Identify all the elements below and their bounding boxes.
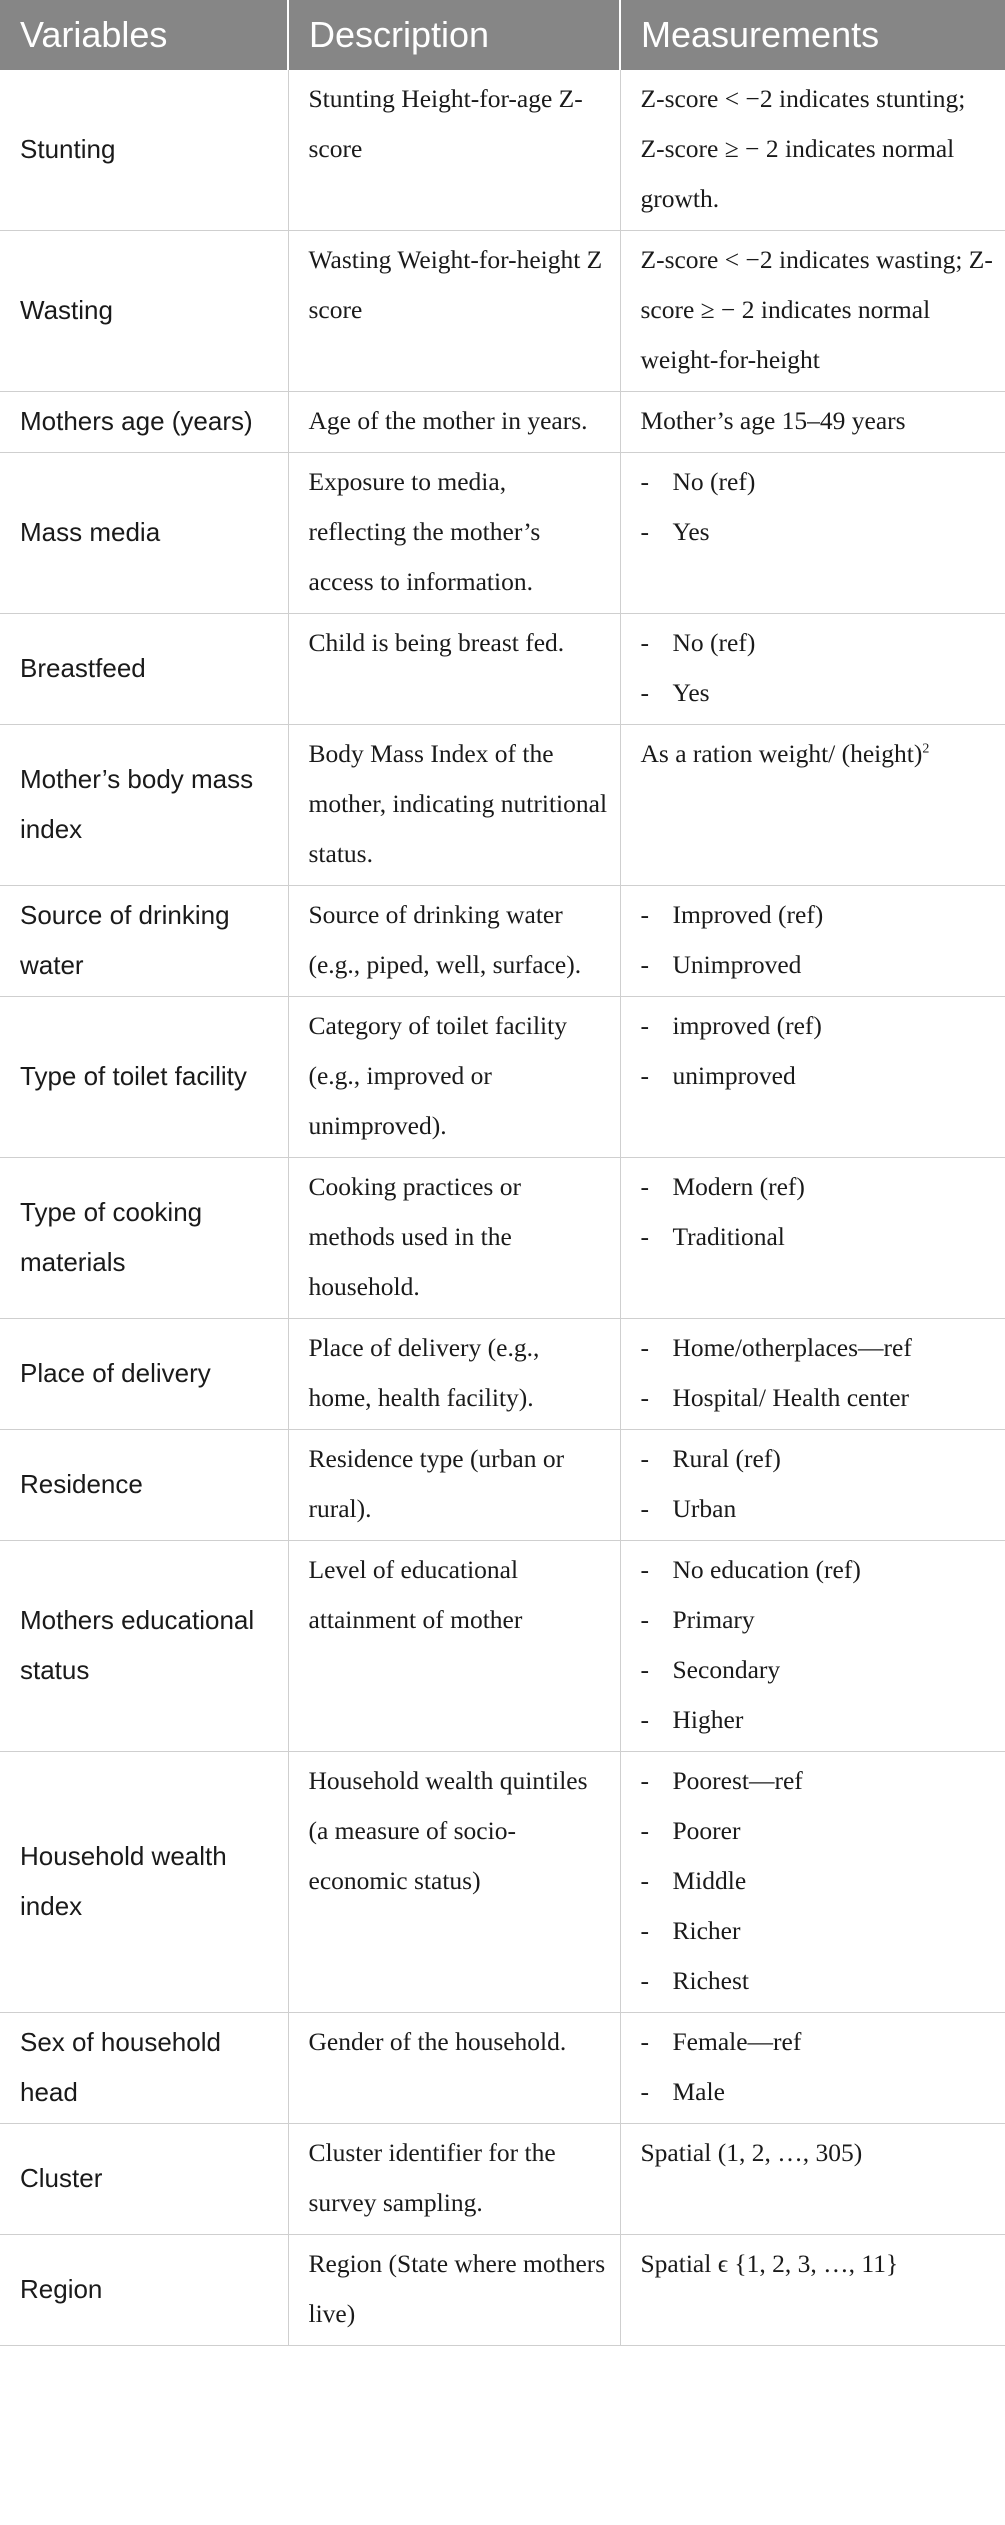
option-text: Higher [672,1705,744,1734]
measurement-option [641,1434,994,1484]
option-text: Hospital/ Health center [672,1383,909,1412]
header-row [0,0,1005,70]
variable-cell: Type of cooking materials [0,1158,288,1319]
description-cell: Exposure to media, reflecting the mother’s access to information. [288,453,620,614]
bullet-dash: - [640,1011,649,1040]
measurement-text: Z-score < −2 indicates wasting; Z-score ≥ − 2 indicates normal weight-for-height [640,245,993,374]
measurement-cell [620,2235,1005,2346]
measurement-option [641,890,994,940]
option-text: Modern (ref) [672,1172,805,1201]
table-row [0,392,1005,453]
variable-cell: Place of delivery [0,1319,288,1430]
bullet-dash: - [640,1222,649,1251]
bullet-dash: - [640,678,649,707]
description-cell: Household wealth quintiles (a measure of socio-economic status) [288,1752,620,2013]
measurement-option [641,2067,994,2117]
bullet-dash: - [640,1333,649,1362]
table-row [0,886,1005,997]
table-row [0,2124,1005,2235]
bullet-dash: - [640,467,649,496]
table-row [0,231,1005,392]
option-text: Rural (ref) [672,1444,781,1473]
measurement-option [641,1545,994,1595]
option-text: unimproved [672,1061,796,1090]
table-row [0,614,1005,725]
option-text: No (ref) [672,467,756,496]
measurement-option [641,2017,994,2067]
bullet-dash: - [640,1655,649,1684]
option-text: improved (ref) [672,1011,822,1040]
bullet-dash: - [640,1061,649,1090]
description-cell: Body Mass Index of the mother, indicating nutritional status. [288,725,620,886]
measurement-option [641,668,994,718]
measurement-cell [620,886,1005,997]
option-text: Secondary [672,1655,781,1684]
description-cell: Age of the mother in years. [288,392,620,453]
measurement-option [641,1051,994,1101]
variable-cell: Mass media [0,453,288,614]
measurement-cell [620,70,1005,231]
table-row [0,2013,1005,2124]
table-row [0,1158,1005,1319]
bullet-dash: - [640,1172,649,1201]
table-row [0,1430,1005,1541]
bullet-dash: - [640,1444,649,1473]
measurement-option [641,1162,994,1212]
measurement-cell [620,997,1005,1158]
measurement-option [641,1212,994,1262]
bullet-dash: - [640,1816,649,1845]
variable-cell: Source of drinking water [0,886,288,997]
variable-cell: Mothers age (years) [0,392,288,453]
measurement-option [641,1856,994,1906]
bullet-dash: - [640,950,649,979]
bullet-dash: - [640,1383,649,1412]
measurement-cell [620,1541,1005,1752]
table-row [0,1541,1005,1752]
measurement-option [641,940,994,990]
bullet-dash: - [640,1866,649,1895]
bullet-dash: - [640,2027,649,2056]
measurement-option [641,1756,994,1806]
header-measurements: Measurements [620,0,1005,70]
measurement-option [641,1373,994,1423]
description-cell: Cooking practices or methods used in the household. [288,1158,620,1319]
variable-cell: Wasting [0,231,288,392]
description-cell: Stunting Height-for-age Z-score [288,70,620,231]
measurement-option [641,618,994,668]
option-text: Poorest—ref [672,1766,803,1795]
variable-cell: Mothers educational status [0,1541,288,1752]
bullet-dash: - [640,900,649,929]
description-cell: Region (State where mothers live) [288,2235,620,2346]
measurement-option [641,1595,994,1645]
measurement-cell [620,1319,1005,1430]
header-description: Description [288,0,620,70]
measurement-cell [620,1752,1005,2013]
option-text: Poorer [672,1816,741,1845]
table-row [0,1319,1005,1430]
bullet-dash: - [640,1766,649,1795]
measurement-option [641,1001,994,1051]
option-text: Urban [672,1494,737,1523]
description-cell: Place of delivery (e.g., home, health facility). [288,1319,620,1430]
measurement-cell [620,231,1005,392]
measurement-cell [620,453,1005,614]
bullet-dash: - [640,1494,649,1523]
measurement-option [641,1695,994,1745]
description-cell: Category of toilet facility (e.g., improved or unimproved). [288,997,620,1158]
measurement-option [641,1323,994,1373]
variable-cell: Residence [0,1430,288,1541]
variable-cell: Type of toilet facility [0,997,288,1158]
bullet-dash: - [640,1966,649,1995]
bullet-dash: - [640,1705,649,1734]
measurement-option [641,507,994,557]
table-row [0,997,1005,1158]
option-text: Yes [672,517,710,546]
measurement-cell [620,1430,1005,1541]
option-text: Traditional [672,1222,785,1251]
bullet-dash: - [640,2077,649,2106]
table-row [0,1752,1005,2013]
table-row [0,70,1005,231]
header-variables: Variables [0,0,288,70]
variable-cell: Household wealth index [0,1752,288,2013]
description-cell: Residence type (urban or rural). [288,1430,620,1541]
variable-cell: Stunting [0,70,288,231]
option-text: No education (ref) [672,1555,861,1584]
option-text: Male [672,2077,725,2106]
option-text: No (ref) [672,628,756,657]
measurement-option [641,457,994,507]
measurement-cell [620,725,1005,886]
description-cell: Gender of the household. [288,2013,620,2124]
measurement-cell [620,2013,1005,2124]
measurement-cell [620,614,1005,725]
measurement-cell [620,1158,1005,1319]
measurement-text: Mother’s age 15–49 years [640,406,906,435]
option-text: Female—ref [672,2027,802,2056]
variable-cell: Breastfeed [0,614,288,725]
measurement-option [641,1906,994,1956]
description-cell: Cluster identifier for the survey sampling. [288,2124,620,2235]
measurement-text: As a ration weight/ (height) [640,739,923,768]
measurement-text: Z-score < −2 indicates stunting; Z-score ≥ − 2 indicates normal growth. [640,84,966,213]
option-text: Unimproved [672,950,802,979]
description-cell: Wasting Weight-for-height Z score [288,231,620,392]
bullet-dash: - [640,1916,649,1945]
measurement-option [641,1806,994,1856]
variable-cell: Region [0,2235,288,2346]
option-text: Middle [672,1866,747,1895]
option-text: Primary [672,1605,755,1634]
description-cell: Child is being breast fed. [288,614,620,725]
option-text: Improved (ref) [672,900,824,929]
option-text: Home/otherplaces—ref [672,1333,912,1362]
measurement-superscript: 2 [922,741,930,757]
measurement-text: Spatial ϵ {1, 2, 3, …, 11} [640,2249,899,2278]
option-text: Yes [672,678,710,707]
table-row [0,725,1005,886]
variable-cell: Mother’s body mass index [0,725,288,886]
measurement-cell [620,2124,1005,2235]
measurement-option [641,1645,994,1695]
option-text: Richer [672,1916,741,1945]
measurement-text: Spatial (1, 2, …, 305) [640,2138,863,2167]
description-cell: Level of educational attainment of mother [288,1541,620,1752]
measurement-option [641,1484,994,1534]
bullet-dash: - [640,1555,649,1584]
measurement-cell [620,392,1005,453]
variable-cell: Sex of household head [0,2013,288,2124]
table-row [0,2235,1005,2346]
table-row [0,453,1005,614]
description-cell: Source of drinking water (e.g., piped, well, surface). [288,886,620,997]
measurement-option [641,1956,994,2006]
variable-cell: Cluster [0,2124,288,2235]
bullet-dash: - [640,1605,649,1634]
bullet-dash: - [640,517,649,546]
option-text: Richest [672,1966,749,1995]
bullet-dash: - [640,628,649,657]
